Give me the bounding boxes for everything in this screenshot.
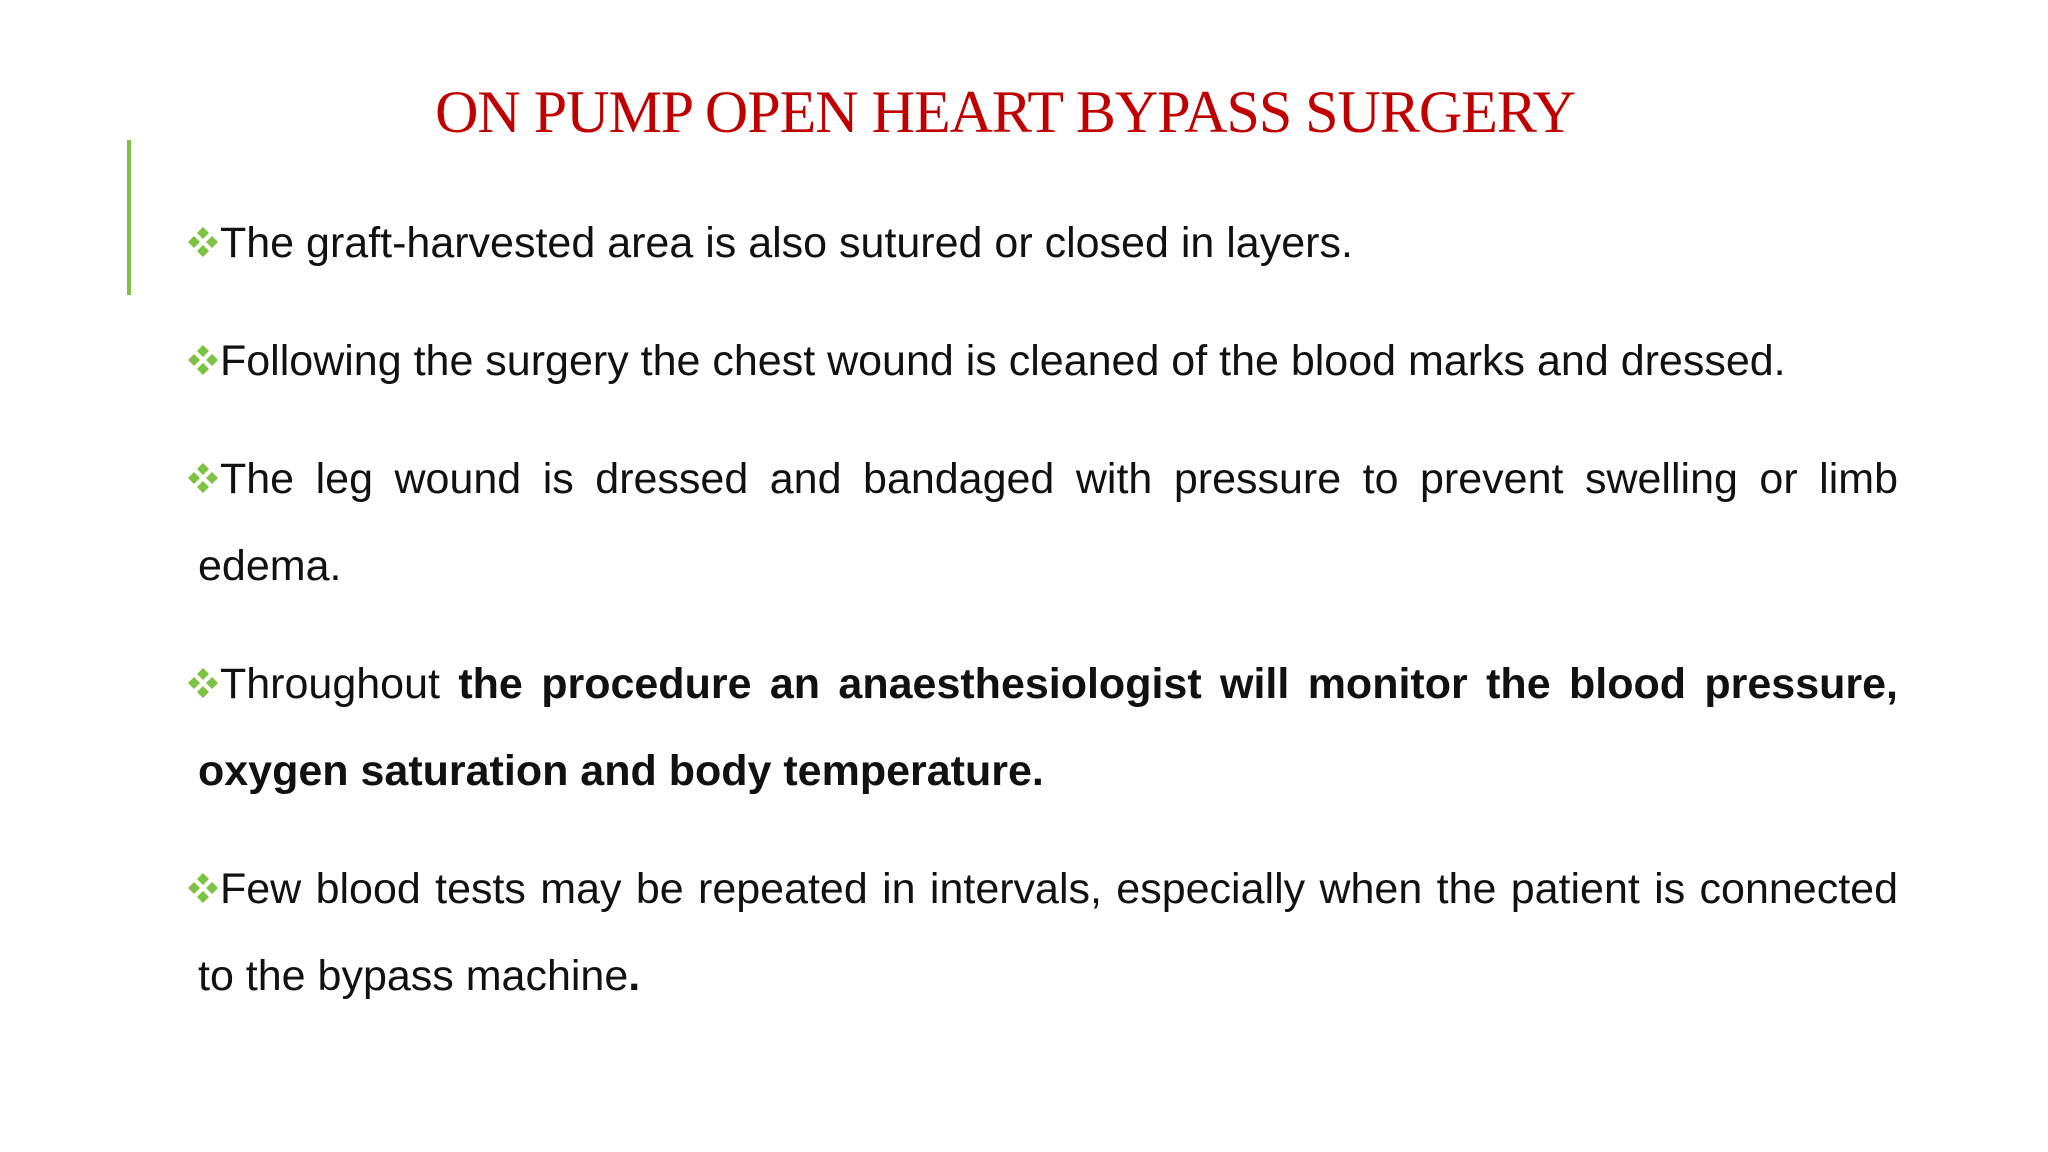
bullet-list	[198, 200, 1898, 1051]
four-diamond-bullet-icon	[187, 344, 219, 376]
accent-bar	[127, 140, 131, 295]
slide-title: ON PUMP OPEN HEART BYPASS SURGERY	[435, 79, 1575, 145]
bullet-item	[198, 318, 1898, 405]
bullet-text: The graft-harvested area is also sutured or closed in layers.	[220, 219, 1353, 267]
four-diamond-bullet-icon	[187, 462, 219, 494]
bullet-bold-text: the procedure an anaesthesiologist will monitor the blood pressure, oxygen saturation and body temperature.	[198, 660, 1898, 795]
bullet-text: Few blood tests may be repeated in intervals, especially when the patient is connected to the bypass machine	[198, 865, 1898, 1000]
bullet-lead-text: Throughout	[220, 660, 459, 708]
four-diamond-bullet-icon	[187, 667, 219, 699]
four-diamond-bullet-icon	[187, 226, 219, 258]
bullet-tail: .	[628, 952, 641, 1000]
bullet-text: Following the surgery the chest wound is cleaned of the blood marks and dressed.	[220, 337, 1786, 385]
bullet-item	[198, 846, 1898, 1020]
four-diamond-bullet-icon	[187, 872, 219, 904]
bullet-item	[198, 641, 1898, 815]
bullet-item	[198, 436, 1898, 610]
bullet-item	[198, 200, 1898, 287]
bullet-text: The leg wound is dressed and bandaged with pressure to prevent swelling or limb edema.	[198, 455, 1898, 590]
